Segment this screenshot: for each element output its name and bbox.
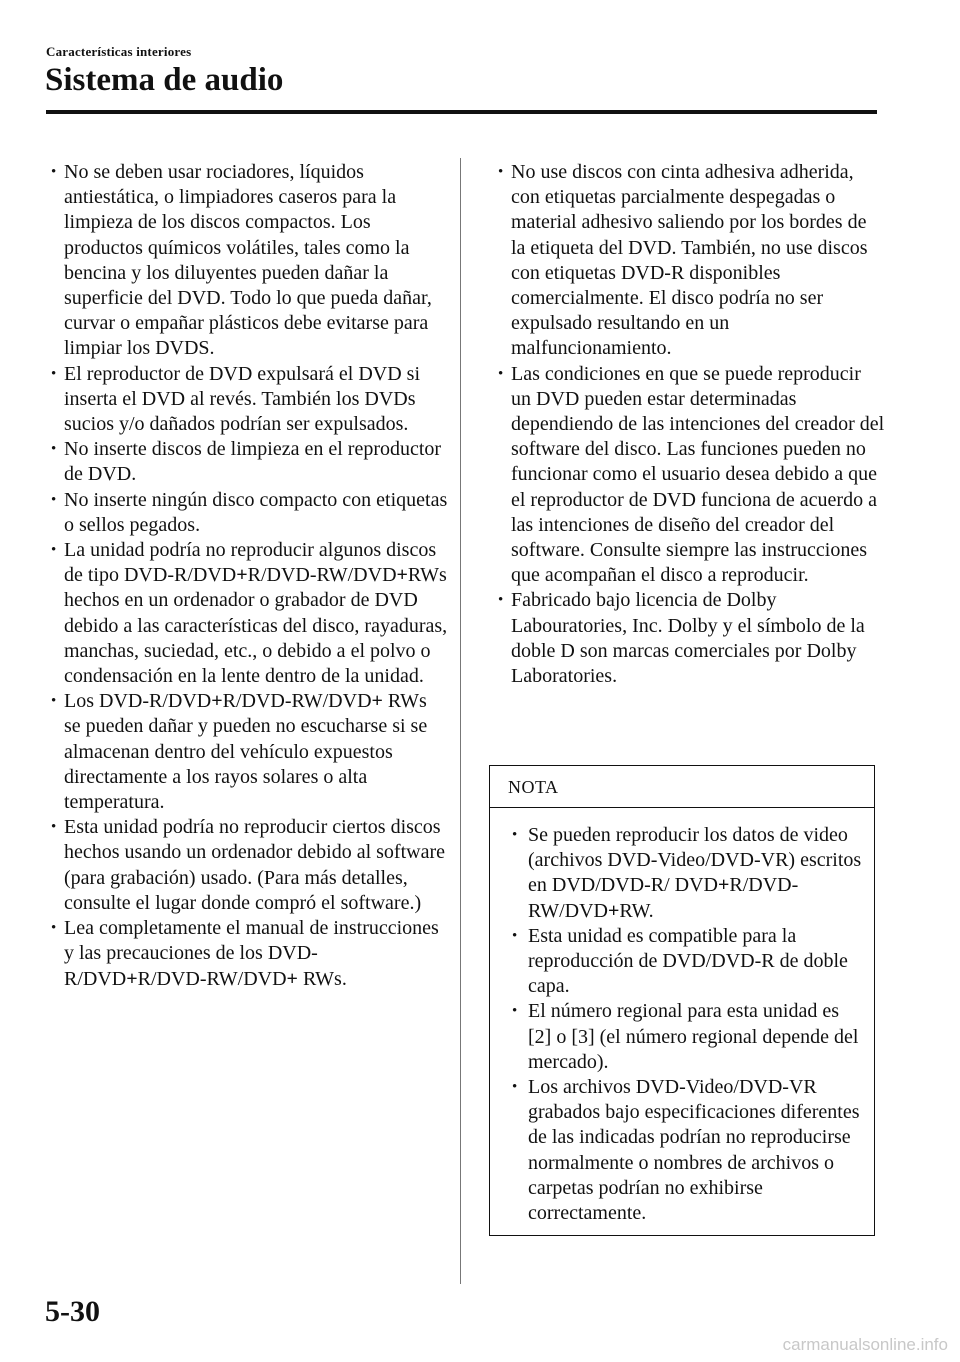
list-item-text: No use discos con cinta adhesiva adherida, con etiquetas parcialmente despegadas o material adhesivo saliendo por los bordes de la etiqueta del DVD. También, no use discos con etiquetas DVD-R disponibles comercialmente. El disco podría no ser expulsado resultando en un malfuncionamiento. <box>511 161 868 360</box>
left-column <box>48 160 448 992</box>
plus-icon: + <box>211 690 223 713</box>
list-item-text: Se pueden reproducir los datos de video (archivos DVD-Video/DVD-VR) escritos en DVD/DVD-R/ DVD <box>528 824 862 897</box>
list-item-text: El reproductor de DVD expulsará el DVD si inserta el DVD al revés. También los DVDs sucios y/o dañados podrían ser expulsados. <box>64 362 421 436</box>
list-item <box>495 362 885 589</box>
list-item <box>495 160 885 362</box>
list-item <box>48 488 448 538</box>
list-item-text: Fabricado bajo licencia de Dolby Labouratories, Inc. Dolby y el símbolo de la doble D son marcas comerciales por Dolby Laboratories. <box>511 589 865 688</box>
list-item <box>48 689 448 815</box>
list-item-text: El número regional para esta unidad es [2] o [3] (el número regional depende del mercado). <box>528 1000 859 1073</box>
note-bullet-list <box>508 823 866 1226</box>
plus-icon: + <box>371 690 383 713</box>
section-label: Características interiores <box>46 44 192 59</box>
note-heading: NOTA <box>490 766 874 808</box>
list-item-text: Los archivos DVD-Video/DVD-VR grabados bajo especificaciones diferentes de las indicadas podrían no reproducirse normalmente o nombres de archivos o carpetas podrían no exhibirse correctamente. <box>528 1076 860 1225</box>
list-item-text: RWs hechos en un ordenador o grabador de DVD debido a las características del disco, rayaduras, manchas, suciedad, etc., o debido a el polvo o condensación en la lente dentro de la unidad. <box>64 564 448 688</box>
note-body <box>490 808 874 1226</box>
list-item-text: Esta unidad podría no reproducir ciertos discos hechos usando un ordenador debido al software (para grabación) usado. (Para más detalles, consulte el lugar donde compró el software.) <box>64 816 445 914</box>
list-item-text: Los DVD-R/DVD <box>64 690 212 713</box>
list-item-text: R/DVD-RW/DVD <box>528 874 799 922</box>
list-item-text: La unidad podría no reproducir algunos discos de tipo DVD-R/DVD <box>64 539 437 587</box>
list-item <box>48 538 448 689</box>
right-column <box>495 160 885 689</box>
plus-icon: + <box>236 564 248 587</box>
list-item <box>48 437 448 487</box>
page-number: 5-30 <box>45 1295 100 1328</box>
page-title: Sistema de audio <box>45 62 284 98</box>
list-item-text: RWs. <box>297 967 347 990</box>
list-item <box>508 823 866 924</box>
list-item-text: RWs se pueden dañar y pueden no escucharse si se almacenan dentro del vehículo expuestos directamente a los rayos solares o alta temperatura. <box>64 690 428 814</box>
note-box <box>489 765 875 1236</box>
list-item <box>495 588 885 689</box>
plus-icon: + <box>396 564 408 587</box>
title-rule <box>46 110 877 114</box>
list-item-text: No inserte discos de limpieza en el reproductor de DVD. <box>64 438 442 486</box>
list-item-text: No inserte ningún disco compacto con etiquetas o sellos pegados. <box>64 488 448 536</box>
list-item-text: R/DVD-RW/DVD <box>137 967 287 990</box>
list-item-text: R/DVD-RW/DVD <box>222 690 372 713</box>
list-item <box>508 999 866 1075</box>
left-bullet-list <box>48 160 448 992</box>
right-bullet-list <box>495 160 885 689</box>
list-item-text: R/DVD-RW/DVD <box>247 564 397 587</box>
plus-icon: + <box>717 874 730 897</box>
list-item <box>508 924 866 1000</box>
list-item <box>508 1075 866 1226</box>
list-item <box>48 815 448 916</box>
list-item-text: No se deben usar rociadores, líquidos antiestática, o limpiadores caseros para la limpieza de los discos compactos. Los productos químicos volátiles, tales como la bencina y los diluyentes pueden dañar la superficie del DVD. Todo lo que pueda dañar, curvar o empañar plásticos debe evitarse para limpiar los DVDS. <box>64 161 432 360</box>
list-item <box>48 160 448 362</box>
list-item-text: Lea completamente el manual de instrucciones y las precauciones de los DVD-R/DVD <box>64 917 439 990</box>
plus-icon: + <box>126 967 138 990</box>
column-divider <box>460 158 461 1284</box>
list-item-text: RW. <box>619 899 654 922</box>
plus-icon: + <box>608 899 620 922</box>
list-item <box>48 916 448 992</box>
list-item-text: Las condiciones en que se puede reproducir un DVD pueden estar determinadas dependiendo de las intenciones del creador del software del disco. Las funciones pueden no funcionar como el usuario desea debido a que el reproductor de DVD funciona de acuerdo a las intenciones de diseño del creador del software. Consulte siempre las instrucciones que acompañan el disco a reproducir. <box>511 362 885 587</box>
list-item <box>48 362 448 438</box>
watermark: carmanualsonline.info <box>782 1335 948 1354</box>
plus-icon: + <box>286 967 298 990</box>
list-item-text: Esta unidad es compatible para la reproducción de DVD/DVD-R de doble capa. <box>528 924 848 998</box>
